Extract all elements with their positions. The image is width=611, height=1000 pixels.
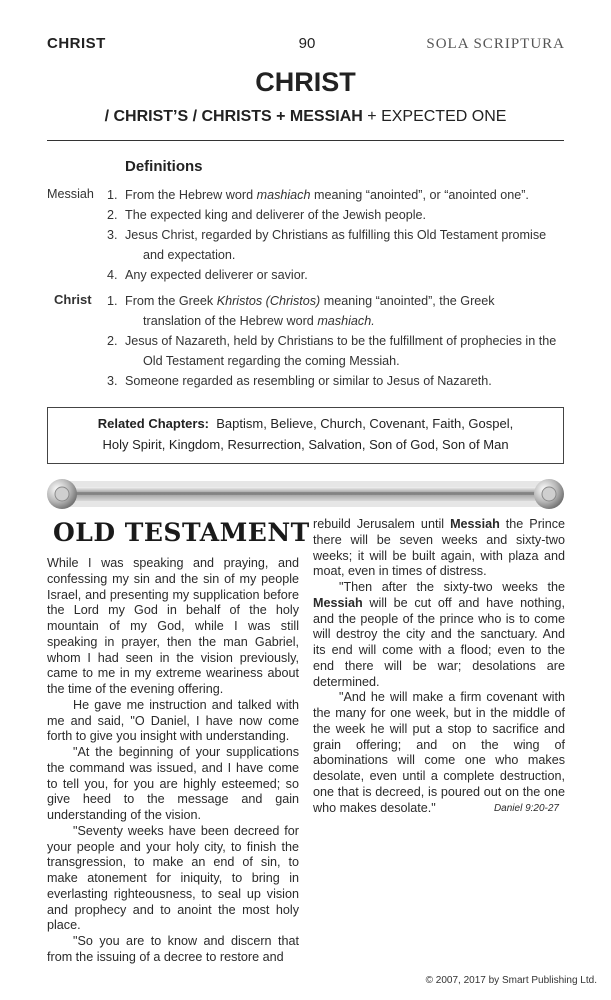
related-chapters-line-1: Related Chapters: Baptism, Believe, Church, Covenant, Faith, Gospel, bbox=[97, 416, 514, 431]
scripture-paragraph: "Then after the sixty-two weeks the Messiah will be cut off and have nothing, and the people of the prince who is to come will destroy the city and the sanctuary. And its end will come with a flood; even to the end there will be war; desolations are determined. bbox=[313, 580, 565, 689]
subtitle-bold: / CHRIST’S / CHRISTS + MESSIAH bbox=[104, 108, 363, 125]
definition-item: 1. From the Hebrew word mashiach meaning “anointed”, or “anointed one”. bbox=[107, 188, 529, 202]
scripture-paragraph: "And he will make a firm covenant with the many for one week, but in the middle of the week he will put a stop to sacrifice and grain offering; and on the wing of abominations will come one who makes desolate, even until a complete destruction, one that is decreed, is poured out on the one who makes desolate." Daniel 9:20-27 bbox=[313, 690, 565, 815]
scripture-paragraph: He gave me instruction and talked with me and said, "O Daniel, I have now come forth to give you insight with understanding. bbox=[47, 697, 299, 744]
scripture-paragraph: While I was speaking and praying, and confessing my sin and the sin of my people Israel, and presenting my supplication before the Lord my God in behalf of the holy mountain of my God, while I was still speaking in prayer, then the man Gabriel, whom I had seen in the vision previously, came to me in my extreme weariness about the time of the evening offering. bbox=[47, 556, 299, 696]
running-header-book: SOLA SCRIPTURA bbox=[426, 36, 565, 52]
decorative-bar bbox=[47, 477, 564, 511]
definition-item: 4. Any expected deliverer or savior. bbox=[107, 268, 308, 282]
title-divider bbox=[47, 140, 564, 141]
scripture-paragraph: "At the beginning of your supplications the command was issued, and I have come to tell you, for you are highly esteemed; so give heed to the message and gain understanding of the vision. bbox=[47, 745, 299, 822]
scripture-right-column bbox=[313, 517, 565, 816]
definition-item-continued: translation of the Hebrew word mashiach. bbox=[143, 314, 375, 328]
definition-item: 2. The expected king and deliverer of the Jewish people. bbox=[107, 208, 427, 222]
definition-item: 1. From the Greek Khristos (Christos) meaning “anointed”, the Greek bbox=[107, 294, 495, 308]
subtitle-regular: + EXPECTED ONE bbox=[362, 108, 507, 125]
scripture-paragraph: "So you are to know and discern that from the issuing of a decree to restore and bbox=[47, 934, 299, 964]
christ-definitions bbox=[107, 291, 577, 391]
scripture-paragraph: "Seventy weeks have been decreed for your people and your holy city, to finish the transgression, to make an end of sin, to make atonement for iniquity, to bring in everlasting righteousness, to seal up vision and prophecy and to anoint the most holy place. bbox=[47, 823, 299, 933]
messiah-definitions bbox=[107, 185, 567, 285]
section-title: OLD TESTAMENT bbox=[53, 518, 310, 547]
page-subtitle bbox=[0, 108, 611, 126]
definition-item-continued: Old Testament regarding the coming Messiah. bbox=[143, 354, 400, 368]
highlight-messiah: Messiah bbox=[450, 517, 500, 531]
definition-item: 2. Jesus of Nazareth, held by Christians to be the fulfillment of prophecies in the bbox=[107, 334, 557, 348]
scripture-citation: Daniel 9:20-27 bbox=[493, 802, 559, 814]
page-title: CHRIST bbox=[255, 67, 356, 97]
related-chapters-label: Related Chapters: bbox=[97, 416, 210, 431]
definition-item: 3. Jesus Christ, regarded by Christians as fulfilling this Old Testament promise bbox=[107, 228, 547, 242]
related-chapters-line-2: Holy Spirit, Kingdom, Resurrection, Salvation, Son of God, Son of Man bbox=[102, 437, 509, 452]
running-header-title: CHRIST bbox=[47, 35, 106, 52]
term-christ: Christ bbox=[54, 292, 92, 307]
scripture-paragraph: rebuild Jerusalem until Messiah the Prince there will be seven weeks and sixty-two weeks; it will be built again, with plaza and moat, even in times of distress. bbox=[313, 517, 566, 579]
definition-item-continued: and expectation. bbox=[143, 248, 236, 262]
page-number: 90 bbox=[298, 35, 316, 52]
copyright-notice: © 2007, 2017 by Smart Publishing Ltd. bbox=[425, 975, 597, 986]
definitions-heading: Definitions bbox=[125, 158, 203, 175]
scripture-left-column bbox=[47, 556, 299, 966]
term-messiah: Messiah bbox=[47, 187, 94, 201]
highlight-messiah: Messiah bbox=[313, 595, 363, 610]
definition-item: 3. Someone regarded as resembling or similar to Jesus of Nazareth. bbox=[107, 374, 492, 388]
